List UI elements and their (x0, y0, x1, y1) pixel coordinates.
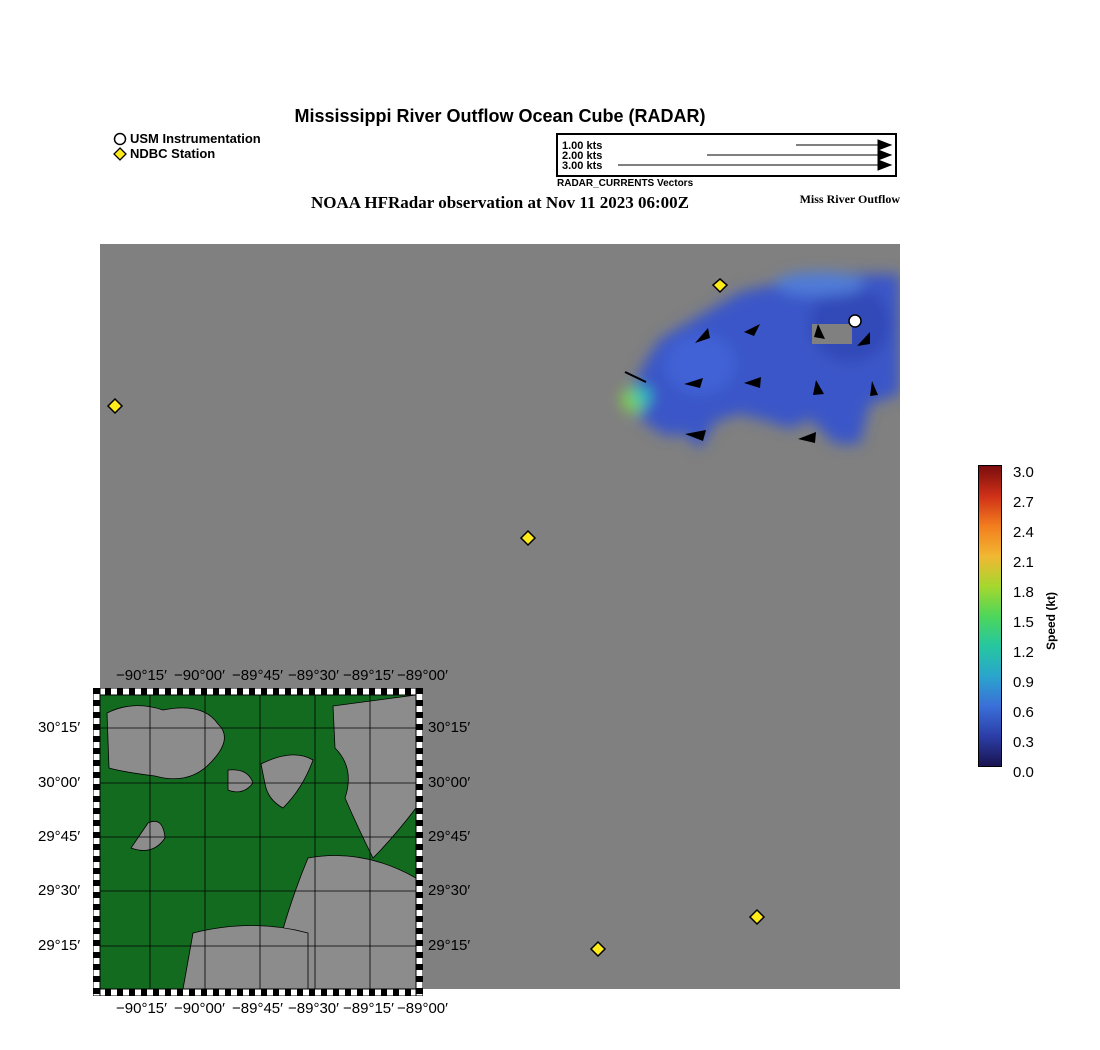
x-tick: −89°15′ (343, 667, 394, 684)
inset-locator-map (93, 688, 423, 996)
colorbar-gradient (978, 465, 1002, 767)
vector-caption: RADAR_CURRENTS Vectors (557, 178, 694, 189)
vector-arrowhead-3 (878, 160, 891, 170)
legend-usm (113, 131, 261, 146)
colorbar-tick: 0.6 (1013, 704, 1034, 721)
y-tick: 29°30′ (428, 882, 471, 899)
x-tick: −90°00′ (174, 667, 225, 684)
y-tick: 29°45′ (428, 828, 471, 845)
x-tick: −89°30′ (288, 1000, 339, 1017)
x-tick: −90°00′ (174, 1000, 225, 1017)
legend-ndbc-label: NDBC Station (130, 146, 216, 161)
map-title: Mississippi River Outflow Ocean Cube (RADAR) (294, 106, 706, 126)
inset-x-ticks-top (116, 667, 448, 684)
y-tick: 30°00′ (38, 774, 81, 791)
legend-usm-label: USM Instrumentation (130, 131, 261, 146)
current-speed-field (621, 272, 900, 449)
yellow-diamond-icon (113, 147, 127, 161)
observation-subtitle: NOAA HFRadar observation at Nov 11 2023 06:00Z (311, 193, 689, 212)
x-tick: −90°15′ (116, 667, 167, 684)
ndbc-station (591, 942, 605, 956)
ndbc-station (713, 279, 727, 292)
colorbar-tick: 2.7 (1013, 494, 1034, 511)
colorbar-tick: 1.2 (1013, 644, 1034, 661)
vector-key-arrows (558, 135, 895, 175)
y-tick: 30°15′ (428, 719, 471, 736)
y-tick: 30°00′ (428, 774, 471, 791)
x-tick: −89°45′ (232, 667, 283, 684)
y-tick: 30°15′ (38, 719, 81, 736)
inset-map-graphic (93, 688, 423, 996)
vector-arrowhead-2 (878, 150, 891, 160)
ndbc-station (750, 910, 764, 924)
legend-ndbc (113, 146, 215, 161)
vector-label-3: 3.00 kts (562, 160, 603, 172)
speed-colorbar (978, 465, 1002, 767)
y-tick: 29°15′ (428, 937, 471, 954)
x-tick: −89°00′ (397, 1000, 448, 1017)
y-tick: 29°45′ (38, 828, 81, 845)
colorbar-label: Speed (kt) (1044, 591, 1058, 650)
colorbar-tick: 1.5 (1013, 614, 1034, 631)
colorbar-tick: 0.3 (1013, 734, 1034, 751)
y-tick: 29°15′ (38, 937, 81, 954)
vector-label-2: 2.00 kts (562, 150, 603, 162)
x-tick: −89°00′ (397, 667, 448, 684)
region-label: Miss River Outflow (799, 192, 900, 206)
colorbar-tick: 2.4 (1013, 524, 1034, 541)
vector-label-1: 1.00 kts (562, 140, 603, 152)
x-tick: −89°30′ (288, 667, 339, 684)
usm-instrument (849, 315, 861, 327)
x-tick: −89°45′ (232, 1000, 283, 1017)
ndbc-station (108, 399, 122, 413)
x-tick: −89°15′ (343, 1000, 394, 1017)
colorbar-tick: 2.1 (1013, 554, 1034, 571)
colorbar-ticks (1013, 458, 1034, 788)
colorbar-tick: 0.0 (1013, 764, 1034, 781)
vector-key (556, 133, 897, 177)
inset-x-ticks-bottom (116, 1000, 448, 1017)
y-tick: 29°30′ (38, 882, 81, 899)
vector-arrowhead-1 (878, 140, 891, 150)
ndbc-station (521, 531, 535, 545)
open-circle-icon (113, 132, 127, 146)
x-tick: −90°15′ (116, 1000, 167, 1017)
colorbar-tick: 1.8 (1013, 584, 1034, 601)
colorbar-tick: 0.9 (1013, 674, 1034, 691)
colorbar-tick: 3.0 (1013, 464, 1034, 481)
